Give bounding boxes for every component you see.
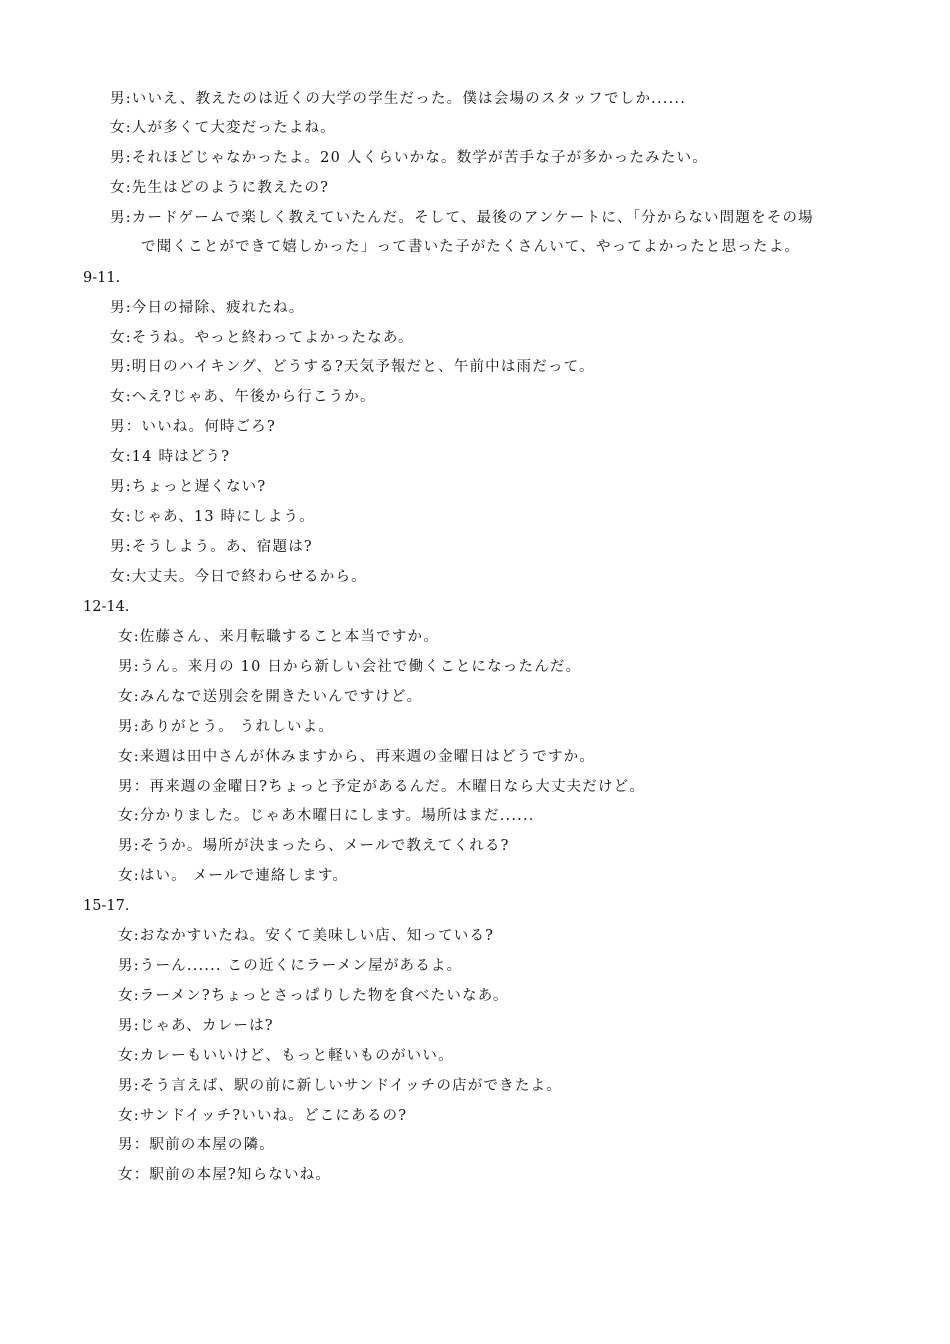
dialogue-line: 男:いいえ、教えたのは近くの大学の学生だった。僕は会場のスタッフでしか......: [110, 91, 687, 107]
dialogue-line: 女:おなかすいたね。安くて美味しい店、知っている?: [118, 928, 495, 944]
dialogue-line: 女:カレーもいいけど、もっと軽いものがいい。: [118, 1048, 454, 1064]
dialogue-line: 女:そうね。やっと終わってよかったなあ。: [110, 330, 414, 346]
dialogue-line: 男:そうしよう。あ、宿題は?: [110, 539, 313, 555]
dialogue-line: 男:じゃあ、カレーは?: [118, 1018, 274, 1034]
dialogue-line: 女:みんなで送別会を開きたいんですけど。: [118, 689, 423, 705]
dialogue-line: 女:先生はどのように教えたの?: [110, 180, 330, 196]
dialogue-line: 男:カードゲームで楽しく教えていたんだ。そして、最後のアンケートに、「分からない問題をその場: [110, 210, 814, 226]
dialogue-line: 男:ちょっと遅くない?: [110, 479, 267, 495]
dialogue-line: 女:大丈夫。今日で終わらせるから。: [110, 569, 367, 585]
dialogue-line: 男:そう言えば、駅の前に新しいサンドイッチの店ができたよ。: [118, 1078, 562, 1094]
dialogue-line: 男：再来週の金曜日?ちょっと予定があるんだ。木曜日なら大丈夫だけど。: [118, 779, 646, 795]
dialogue-line: 男:今日の掃除、疲れたね。: [110, 300, 305, 316]
section-heading: 15-17.: [83, 898, 130, 914]
dialogue-line: 男：駅前の本屋の隣。: [118, 1137, 275, 1153]
dialogue-line: 男:うん。来月の 10 日から新しい会社で働くことになったんだ。: [118, 659, 582, 675]
dialogue-line: 女:じゃあ、13 時にしよう。: [110, 509, 315, 525]
dialogue-line: 男:ありがとう。 うれしいよ。: [118, 719, 334, 735]
dialogue-line: 男:うーん...... この近くにラーメン屋があるよ。: [118, 958, 463, 974]
dialogue-line: 男:それほどじゃなかったよ。20 人くらいかな。数学が苦手な子が多かったみたい。: [110, 150, 708, 166]
dialogue-line: 女:分かりました。じゃあ木曜日にします。場所はまだ......: [118, 808, 535, 824]
dialogue-line-continuation: で聞くことができて嬉しかった」って書いた子がたくさんいて、やってよかったと思ったよ。: [141, 239, 801, 255]
dialogue-line: 女：駅前の本屋?知らないね。: [118, 1167, 332, 1183]
dialogue-line: 女:人が多くて大変だったよね。: [110, 120, 336, 136]
dialogue-line: 男：いいね。何時ごろ?: [110, 419, 276, 435]
dialogue-line: 男:明日のハイキング、どうする?天気予報だと、午前中は雨だって。: [110, 359, 595, 375]
dialogue-line: 女:14 時はどう?: [110, 449, 231, 465]
dialogue-line: 女:佐藤さん、来月転職すること本当ですか。: [118, 629, 439, 645]
section-heading: 12-14.: [83, 599, 130, 615]
dialogue-line: 女:来週は田中さんが休みますから、再来週の金曜日はどうですか。: [118, 749, 596, 765]
section-heading: 9-11.: [83, 270, 121, 286]
dialogue-line: 女:ラーメン?ちょっとさっぱりした物を食べたいなあ。: [118, 988, 509, 1004]
dialogue-line: 男:そうか。場所が決まったら、メールで教えてくれる?: [118, 838, 510, 854]
dialogue-line: 女:はい。 メールで連絡します。: [118, 868, 349, 884]
dialogue-line: 女:サンドイッチ?いいね。どこにあるの?: [118, 1108, 408, 1124]
dialogue-line: 女:へえ?じゃあ、午後から行こうか。: [110, 389, 376, 405]
